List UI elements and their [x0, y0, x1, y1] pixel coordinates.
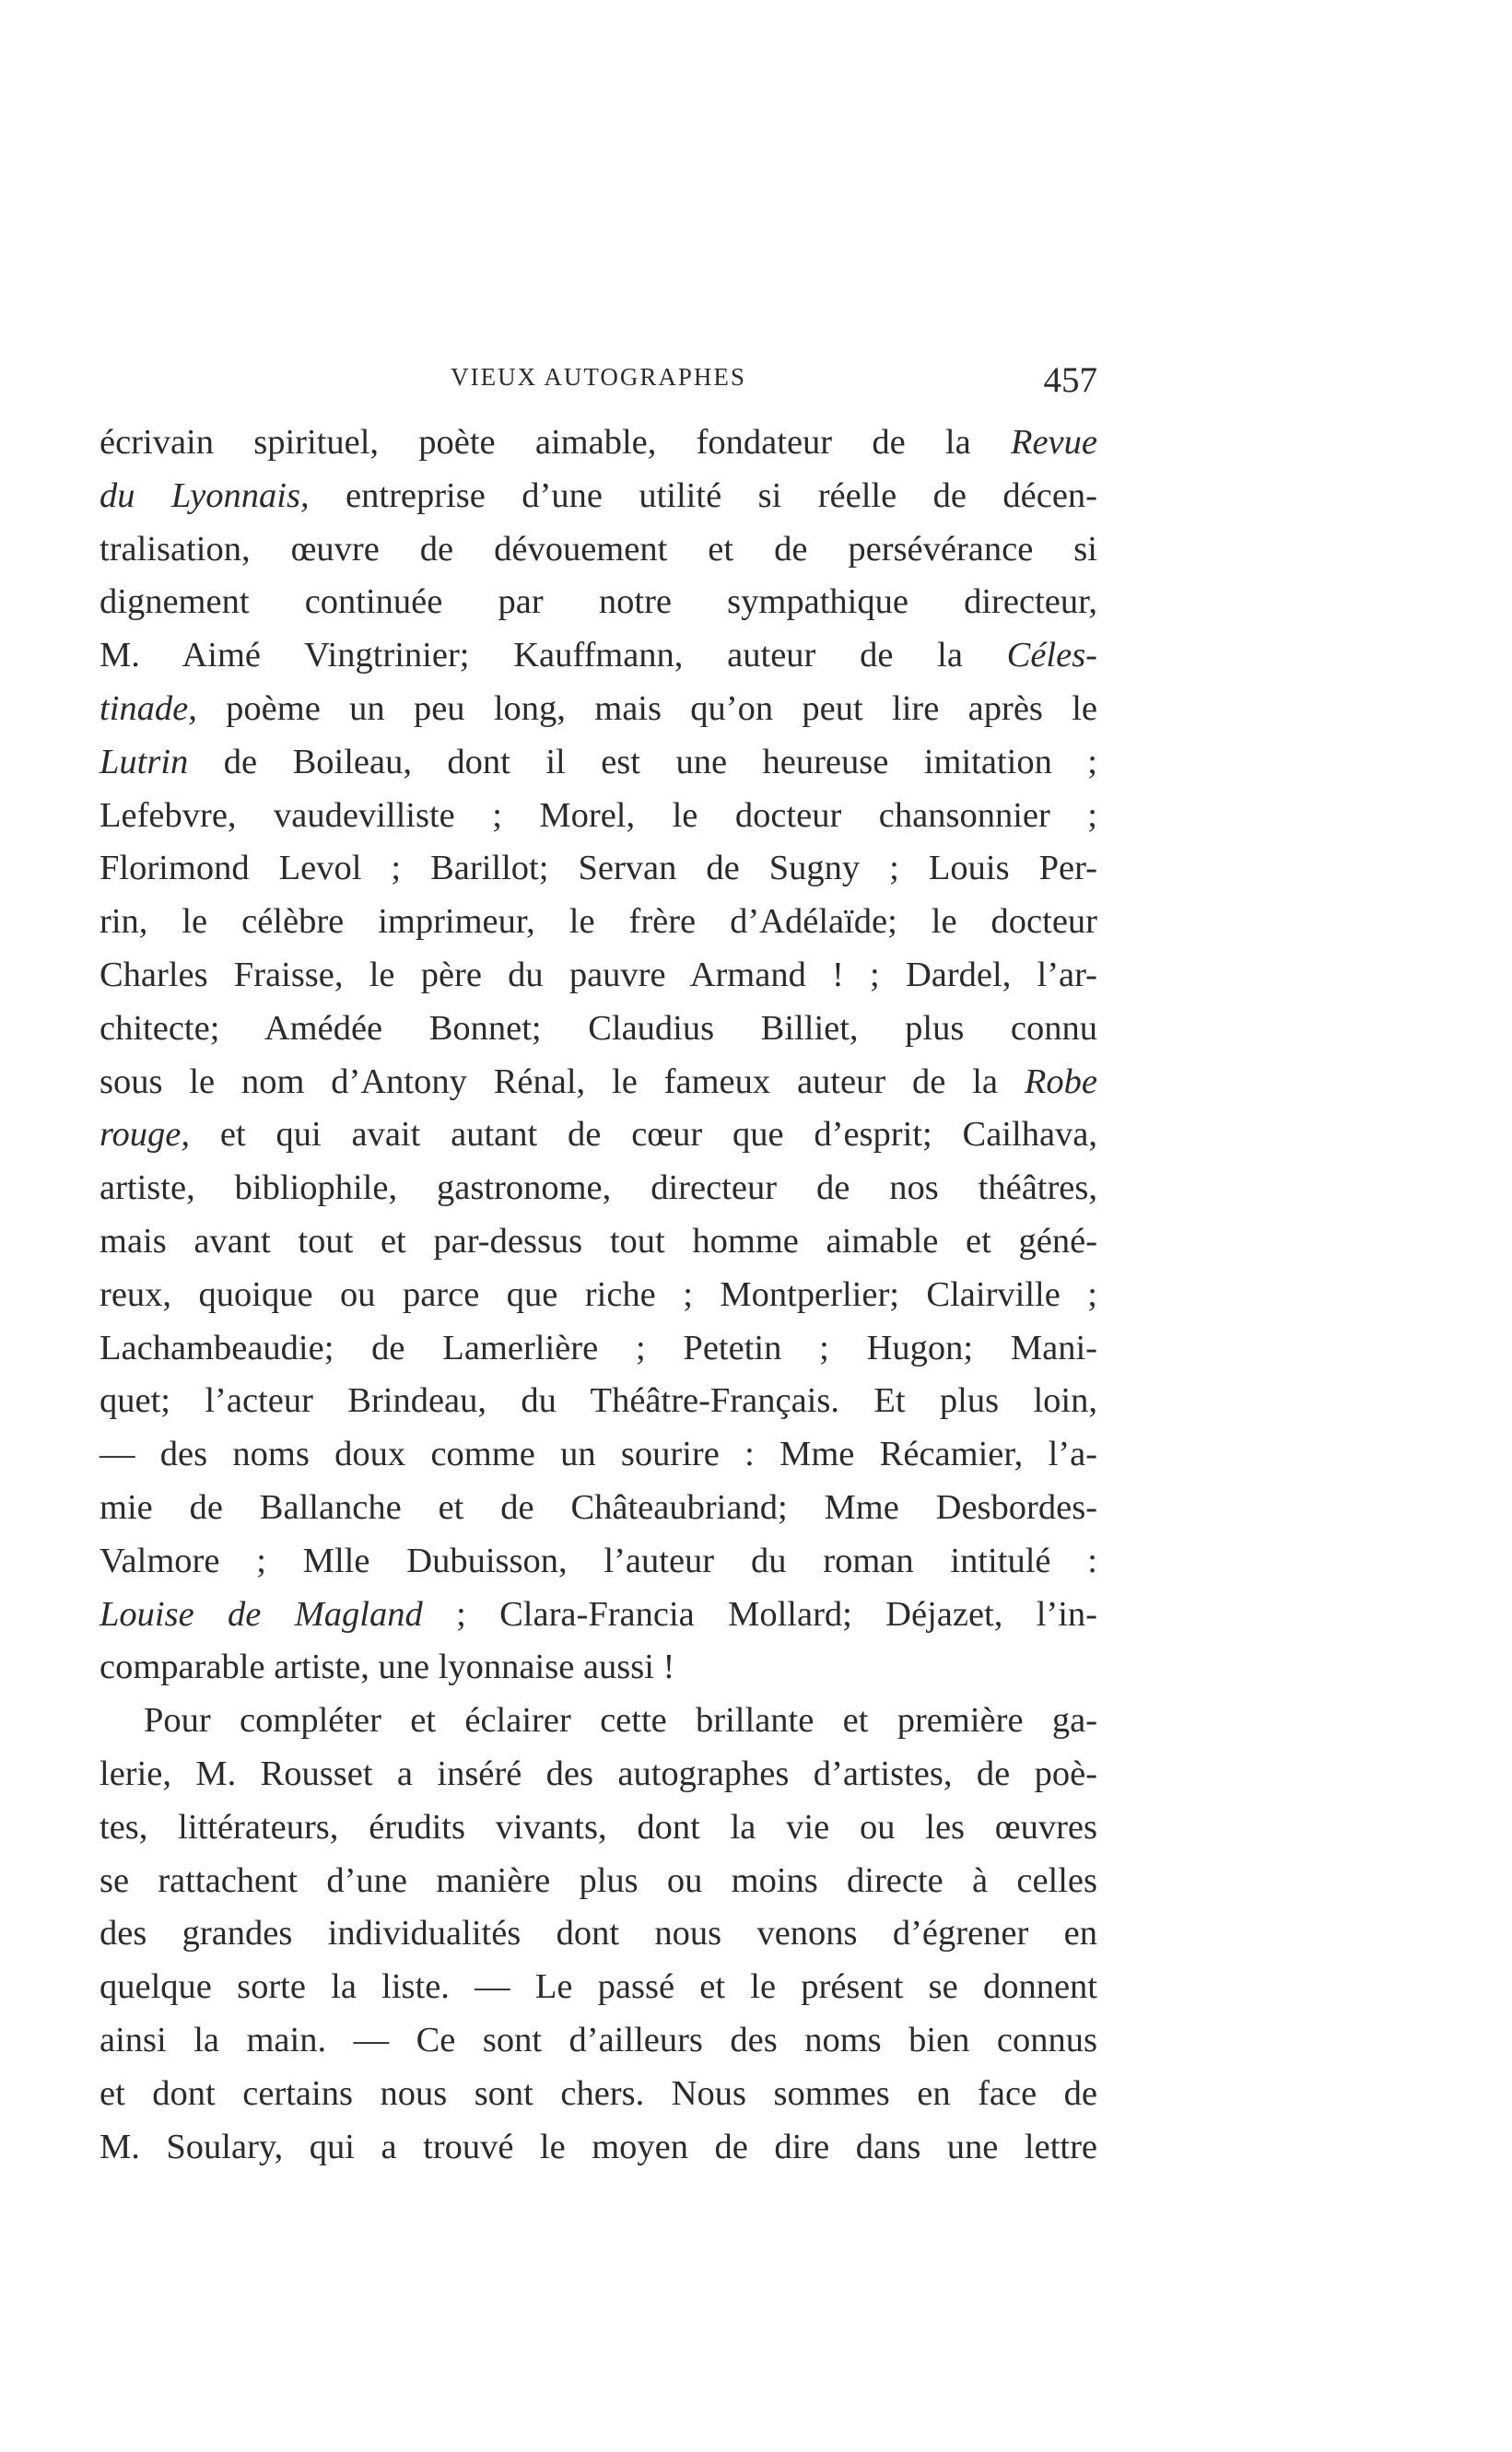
running-head	[100, 359, 1097, 411]
text-segment: de Boileau, dont il est une heureuse imitation ;	[188, 742, 1097, 781]
text-line	[100, 2014, 1097, 2068]
text-segment: ; Clara-Francia Mollard; Déjazet, l’in-	[422, 1594, 1097, 1634]
italic-text: Lutrin	[100, 742, 189, 781]
text-line	[100, 523, 1097, 577]
text-line	[100, 896, 1097, 949]
italic-text: Revue	[1010, 423, 1097, 462]
text-segment: Lefebvre, vaudevilliste ; Morel, le docteur chansonnier ;	[100, 795, 1097, 835]
text-line	[100, 683, 1097, 736]
italic-text: tinade,	[100, 688, 197, 728]
text-segment: ainsi la main. — Ce sont d’ailleurs des noms bien connus	[100, 2020, 1097, 2059]
text-line	[100, 949, 1097, 1003]
text-segment: — des noms doux comme un sourire : Mme Récamier, l’a-	[100, 1435, 1097, 1474]
text-segment: artiste, bibliophile, gastronome, directeur de nos théâtres,	[100, 1168, 1097, 1208]
body-text	[100, 416, 1097, 2174]
text-segment: et qui avait autant de cœur que d’esprit; Cailhava,	[190, 1115, 1097, 1155]
text-segment: comparable artiste, une lyonnaise aussi !	[100, 1648, 675, 1687]
text-line	[100, 1801, 1097, 1855]
text-line	[100, 1961, 1097, 2014]
italic-text: du Lyonnais,	[100, 475, 310, 515]
text-segment: mais avant tout et par-dessus tout homme aimable et géné-	[100, 1221, 1097, 1261]
text-segment: tes, littérateurs, érudits vivants, dont la vie ou les œuvres	[100, 1807, 1097, 1847]
text-line	[100, 1482, 1097, 1535]
text-segment: M. Aimé Vingtrinier; Kauffmann, auteur de la	[100, 636, 1007, 675]
text-segment: mie de Ballanche et de Châteaubriand; Mme Desbordes-	[100, 1487, 1097, 1527]
text-line	[100, 1535, 1097, 1589]
running-title: VIEUX AUTOGRAPHES	[451, 363, 746, 391]
text-segment: chitecte; Amédée Bonnet; Claudius Billiet, plus connu	[100, 1008, 1097, 1048]
text-segment: Valmore ; Mlle Dubuisson, l’auteur du roman intitulé :	[100, 1541, 1097, 1580]
text-line	[100, 2121, 1097, 2175]
text-segment: entreprise d’une utilité si réelle de décen-	[309, 475, 1097, 515]
text-line	[100, 1695, 1097, 1748]
text-line	[100, 2068, 1097, 2121]
text-segment: M. Soulary, qui a trouvé le moyen de dire dans une lettre	[100, 2127, 1097, 2166]
text-line	[100, 416, 1097, 470]
text-line	[100, 1748, 1097, 1801]
page-number: 457	[1043, 360, 1097, 400]
text-segment: dignement continuée par notre sympathique directeur,	[100, 582, 1097, 622]
text-line	[100, 1907, 1097, 1961]
text-line	[100, 736, 1097, 790]
text-line	[100, 1641, 1097, 1695]
text-line	[100, 1855, 1097, 1908]
text-line	[100, 1003, 1097, 1056]
text-line	[100, 1269, 1097, 1322]
italic-text: rouge,	[100, 1115, 191, 1155]
text-segment: poème un peu long, mais qu’on peut lire après le	[196, 688, 1097, 728]
text-segment: reux, quoique ou parce que riche ; Montperlier; Clairville ;	[100, 1274, 1097, 1314]
text-line	[100, 1056, 1097, 1109]
text-segment: sous le nom d’Antony Rénal, le fameux auteur de la	[100, 1062, 1025, 1101]
text-line	[100, 1589, 1097, 1642]
text-segment: Charles Fraisse, le père du pauvre Armand ! ; Dardel, l’ar-	[100, 955, 1097, 994]
text-line	[100, 576, 1097, 629]
italic-text: Louise de Magland	[100, 1594, 423, 1634]
paragraph	[100, 1695, 1097, 2174]
text-line	[100, 1375, 1097, 1428]
text-segment: et dont certains nous sont chers. Nous sommes en face de	[100, 2073, 1097, 2113]
text-line	[100, 1162, 1097, 1215]
text-line	[100, 1322, 1097, 1376]
italic-text: Céles-	[1006, 636, 1097, 675]
text-segment: écrivain spirituel, poète aimable, fondateur de la	[100, 423, 1011, 462]
text-line	[100, 1428, 1097, 1482]
text-segment: tralisation, œuvre de dévouement et de persévérance si	[100, 529, 1097, 569]
italic-text: Robe	[1024, 1062, 1097, 1101]
text-segment: se rattachent d’une manière plus ou moins directe à celles	[100, 1860, 1097, 1900]
text-segment: lerie, M. Rousset a inséré des autographes d’artistes, de poè-	[100, 1754, 1097, 1793]
text-line	[100, 1109, 1097, 1162]
text-segment: rin, le célèbre imprimeur, le frère d’Adélaïde; le docteur	[100, 902, 1097, 942]
text-line	[100, 470, 1097, 523]
text-segment: quelque sorte la liste. — Le passé et le présent se donnent	[100, 1967, 1097, 2007]
text-segment: des grandes individualités dont nous venons d’égrener en	[100, 1914, 1097, 1953]
text-line	[100, 629, 1097, 683]
paragraph	[100, 416, 1097, 1695]
text-line	[100, 1215, 1097, 1269]
text-line	[100, 842, 1097, 896]
text-segment: Florimond Levol ; Barillot; Servan de Sugny ; Louis Per-	[100, 849, 1097, 888]
text-segment: Lachambeaudie; de Lamerlière ; Petetin ; Hugon; Mani-	[100, 1328, 1097, 1367]
text-segment: quet; l’acteur Brindeau, du Théâtre-Français. Et plus loin,	[100, 1381, 1097, 1421]
text-segment: Pour compléter et éclairer cette brillante et première ga-	[144, 1701, 1097, 1741]
text-line	[100, 790, 1097, 843]
